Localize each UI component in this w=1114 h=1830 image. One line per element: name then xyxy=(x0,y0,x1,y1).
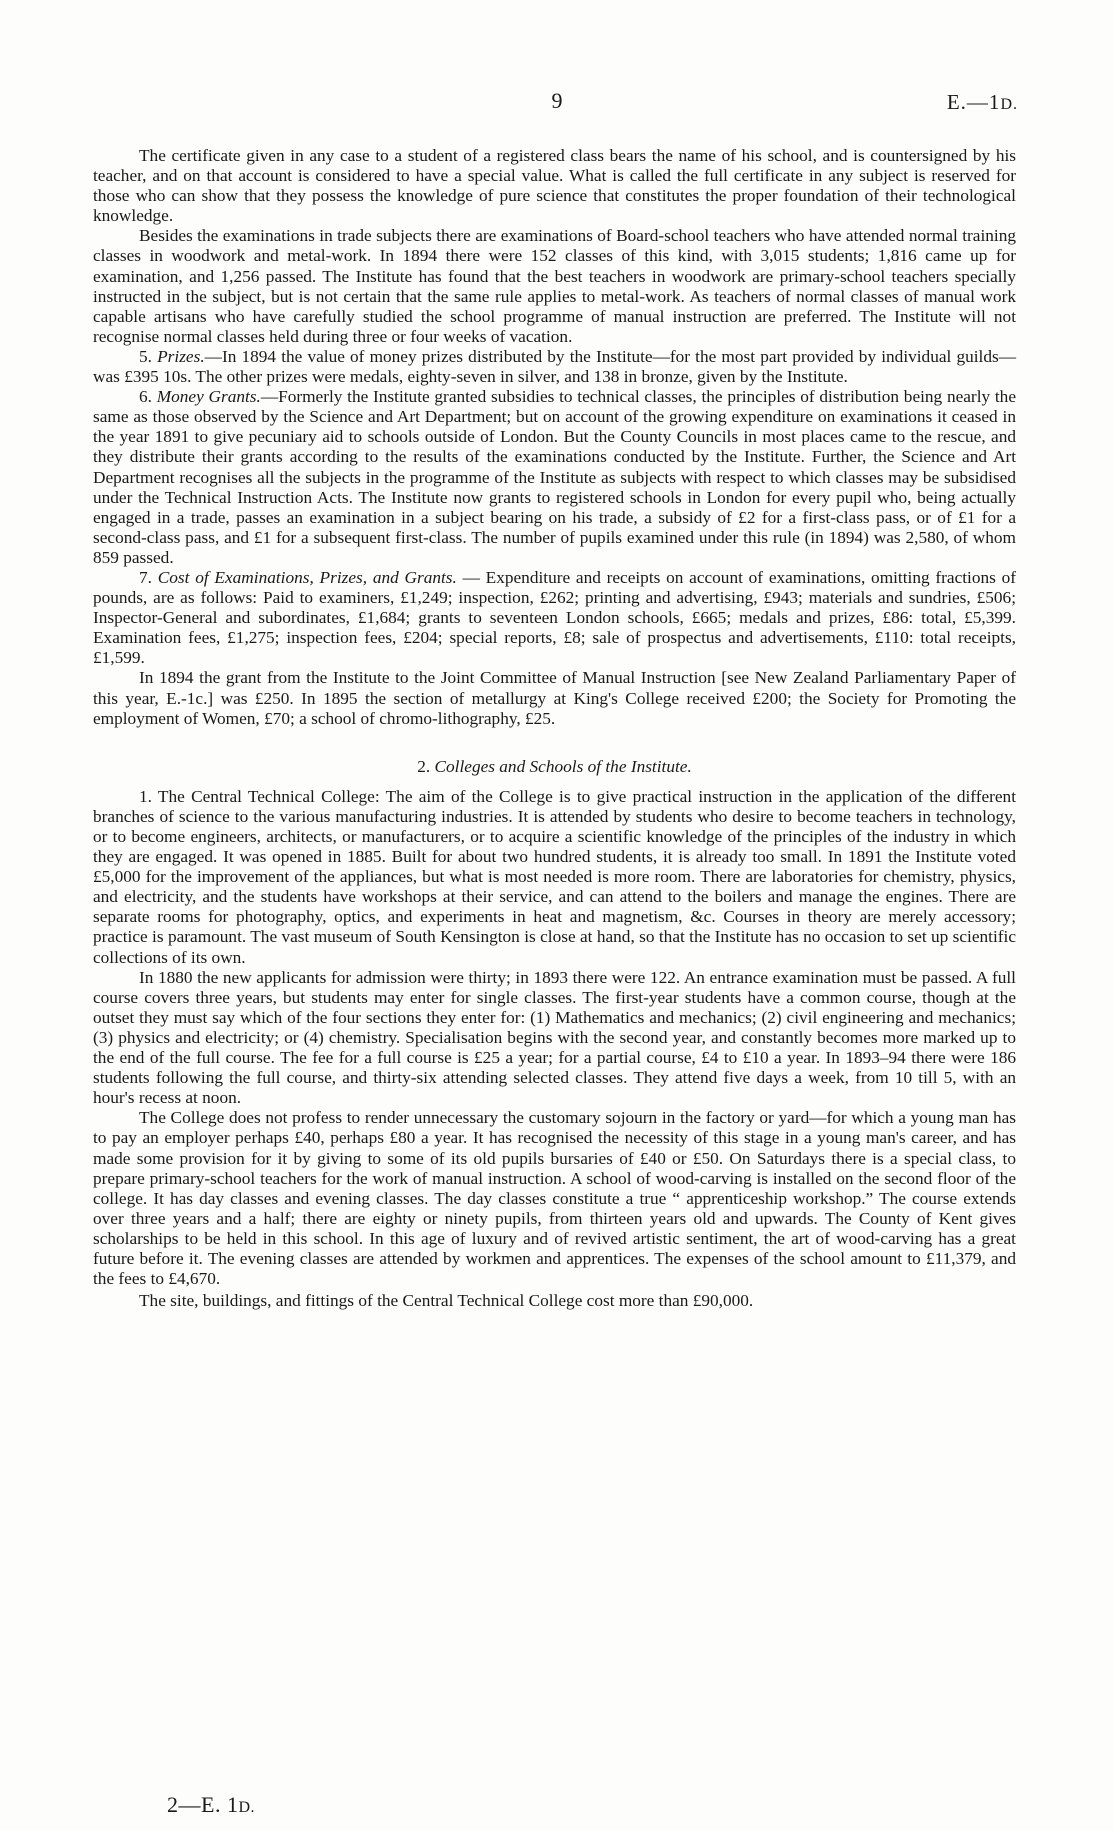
paragraph-money-grants xyxy=(93,387,1016,568)
section-number: 2. xyxy=(417,756,431,776)
money-grants-text: —Formerly the Institute granted subsidies to technical classes, the principles of distribution being nearly the same as those observed by the Science and Art Department; but on account of the growing expenditure on examinations it ceased in the year 1891 to give pecuniary aid to schools outside of London. But the County Councils in most places came to the rescue, and they distribute their grants according to the results of the examinations conducted by the Institute. Further, the Science and Art Department recognises all the subjects in the programme of the Institute as subjects with respect to which classes may be subsidised under the Technical Instruction Acts. The Institute now grants to registered schools in London for every pupil who, being actually engaged in a trade, passes an examination in a subject bearing on his trade, a subsidy of £2 for a first-class pass, or of £1 for a second-class pass, and £1 for a subsequent first-class. The number of pupils examined under this rule (in 1894) was 2,580, of whom 859 passed. xyxy=(93,387,1016,567)
signature-main: 2—E. 1 xyxy=(167,1792,239,1817)
section-title: Colleges and Schools of the Institute. xyxy=(434,756,692,776)
page-reference xyxy=(947,90,1018,115)
prizes-number: 5. xyxy=(139,346,152,366)
paragraph-prizes xyxy=(93,347,1016,387)
page-reference-suffix: D. xyxy=(1000,96,1018,113)
signature-mark xyxy=(167,1792,255,1818)
section-heading xyxy=(93,757,1016,777)
money-grants-number: 6. xyxy=(139,387,152,407)
cost-heading: Cost of Examinations, Prizes, and Grants. xyxy=(157,567,457,587)
paragraph-teacher-examinations: Besides the examinations in trade subjects there are examinations of Board-school teachers who have attended normal training classes in woodwork and metal-work. In 1894 there were 152 classes of this kind, with 3,015 students; 1,816 came up for examination, and 1,256 passed. The Institute has found that the best teachers in woodwork are primary-school teachers specially instructed in the subject, but is not certain that the same rule applies to metal-work. As teachers of normal classes of manual work capable artisans who have carefully studied the school programme of manual instruction are preferred. The Institute will not recognise normal classes held during three or four weeks of vacation. xyxy=(93,226,1016,346)
body-text xyxy=(93,146,1016,1311)
paragraph-central-technical-college: 1. The Central Technical College: The aim of the College is to give practical instruction in the application of the different branches of science to the various manufacturing industries. It is attended by students who desire to become teachers in technology, or to become engineers, architects, or manufacturers, or to acquire a scientific knowledge of the principles of the industry in which they are engaged. It was opened in 1885. Built for about two hundred students, it is already too small. In 1891 the Institute voted £5,000 for the improvement of the appliances, but what is most needed is more room. There are laboratories for chemistry, physics, and electricity, and the students have workshops at their service, and can attend to the boilers and manage the engines. There are separate rooms for photography, optics, and experiments in heat and magnetism, &c. Courses in theory are merely accessory; practice is paramount. The vast museum of South Kensington is close at hand, so that the Institute has no occasion to set up scientific collections of its own. xyxy=(93,786,1016,967)
prizes-heading: Prizes. xyxy=(157,346,205,366)
money-grants-heading: Money Grants. xyxy=(156,387,261,407)
page-number: 9 xyxy=(551,88,563,113)
cost-number: 7. xyxy=(139,567,152,587)
page-reference-main: E.—1 xyxy=(946,90,1001,114)
paragraph-certificate: The certificate given in any case to a student of a registered class bears the name of his school, and is countersigned by his teacher, and on that account is considered to have a special value. What is called the full certificate in any subject is reserved for those who can show that they possess the knowledge of pure science that constitutes the proper foundation of their technological knowledge. xyxy=(93,146,1016,226)
signature-suffix: D. xyxy=(238,1799,256,1816)
paragraph-cost-of-examinations xyxy=(93,568,1016,668)
paragraph-factory-sojourn: The College does not profess to render unnecessary the customary sojourn in the factory or yard—for which a young man has to pay an employer perhaps £40, perhaps £80 a year. It has recognised the necessity of this stage in a young man's career, and has made some provision for it by giving to some of its old pupils bursaries of £40 or £50. On Saturdays there is a special class, to prepare primary-school teachers for the work of manual instruction. A school of wood-carving is installed on the second floor of the college. It has day classes and evening classes. The day classes constitute a true “ apprenticeship workshop.” The course extends over three years and a half; there are eighty or ninety pupils, from thirteen years old and upwards. The County of Kent gives scholarships to be held in this school. In this age of luxury and of revived artistic sentiment, the art of wood-carving has a great future before it. The evening classes are attended by workmen and apprentices. The expenses of the school amount to £11,379, and the fees to £4,670. xyxy=(93,1108,1016,1289)
prizes-text: —In 1894 the value of money prizes distributed by the Institute—for the most part provided by individual guilds—was £395 10s. The other prizes were medals, eighty-seven in silver, and 138 in bronze, given by the Institute. xyxy=(93,346,1016,387)
paragraph-site-cost: The site, buildings, and fittings of the Central Technical College cost more than £90,000. xyxy=(139,1291,754,1311)
cost-text: — Expenditure and receipts on account of examinations, omitting fractions of pounds, are as follows: Paid to examiners, £1,249; inspection, £262; printing and advertising, £943; materials and sundries, £506; Inspector-General and subordinates, £1,684; grants to seventeen London schools, £665; medals and prizes, £86: total, £5,399. Examination fees, £1,275; inspection fees, £204; special reports, £8; sale of prospectus and advertisements, £110: total receipts, £1,599. xyxy=(93,567,1017,668)
paragraph-grants-1894: In 1894 the grant from the Institute to the Joint Committee of Manual Instruction [see New Zealand Parliamentary Paper of this year, E.-1c.] was £250. In 1895 the section of metallurgy at King's College received £200; the Society for Promoting the employment of Women, £70; a school of chromo-lithography, £25. xyxy=(93,668,1016,728)
paragraph-admissions: In 1880 the new applicants for admission were thirty; in 1893 there were 122. An entrance examination must be passed. A full course covers three years, but students may enter for single classes. The first-year students have a common course, though at the outset they must say which of the four sections they enter for: (1) Mathematics and mechanics; (2) civil engineering and mechanics; (3) physics and electricity; or (4) chemistry. Specialisation begins with the second year, and constantly becomes more marked up to the end of the full course. The fee for a full course is £25 a year; for a partial course, £4 to £10 a year. In 1893–94 there were 186 students following the full course, and thirty-six attending selected classes. They attend five days a week, from 10 till 5, with an hour's recess at noon. xyxy=(93,967,1016,1108)
